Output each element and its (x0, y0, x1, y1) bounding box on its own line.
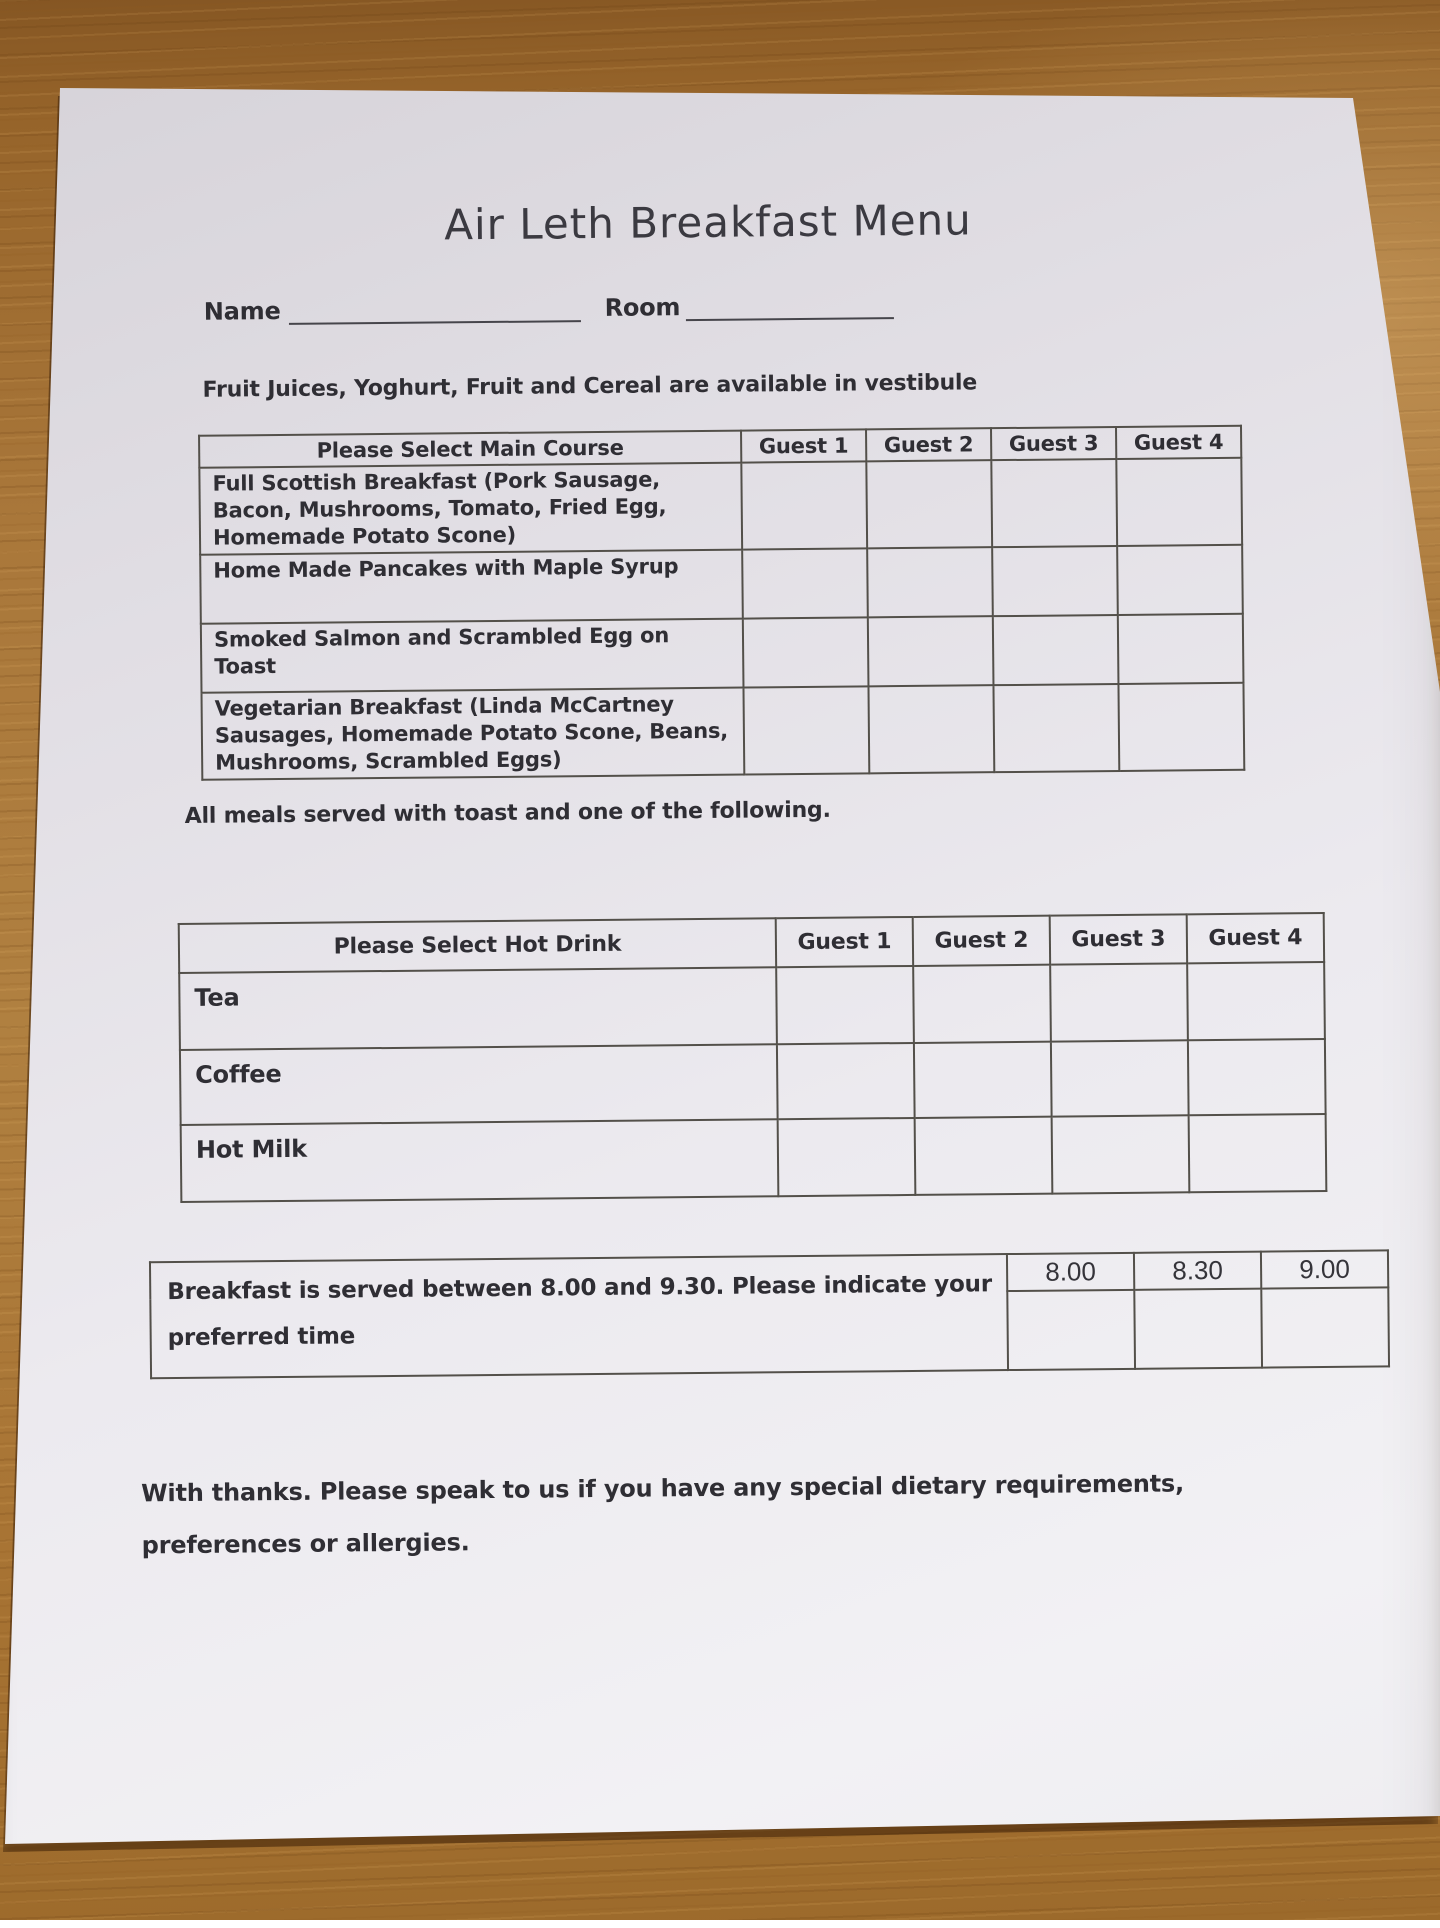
selection-cell[interactable] (867, 547, 993, 617)
vestibule-note: Fruit Juices, Yoghurt, Fruit and Cereal are available in vestibule (202, 370, 978, 403)
table-row (180, 1039, 1326, 1125)
selection-cell[interactable] (1051, 1040, 1189, 1116)
all-meals-note: All meals served with toast and one of the following. (184, 797, 831, 829)
guest-4-header: Guest 4 (1187, 913, 1324, 963)
table-row (201, 614, 1244, 693)
room-label: Room (604, 293, 681, 322)
main-course-option: Full Scottish Breakfast (Pork Sausage, Bacon, Mushrooms, Tomato, Fried Egg, Homemade Potato Scone) (199, 463, 742, 555)
main-course-option: Home Made Pancakes with Maple Syrup (200, 550, 743, 624)
selection-cell[interactable] (1007, 1290, 1135, 1370)
room-input-line[interactable] (686, 289, 894, 321)
time-prompt: Breakfast is served between 8.00 and 9.30. Please indicate your preferred time (150, 1254, 1008, 1378)
selection-cell[interactable] (993, 684, 1119, 772)
selection-cell[interactable] (1261, 1287, 1389, 1367)
selection-cell[interactable] (866, 460, 992, 548)
selection-cell[interactable] (778, 1118, 916, 1196)
guest-1-header: Guest 1 (741, 429, 866, 462)
breakfast-time-table (149, 1249, 1390, 1379)
hot-drink-table (178, 912, 1328, 1203)
time-option-830: 8.30 (1134, 1252, 1261, 1290)
selection-cell[interactable] (743, 686, 869, 774)
selection-cell[interactable] (913, 965, 1051, 1043)
guest-4-header: Guest 4 (1116, 426, 1241, 459)
main-course-table (198, 425, 1245, 781)
hot-drink-option: Coffee (180, 1044, 778, 1125)
time-option-900: 9.00 (1261, 1250, 1388, 1288)
selection-cell[interactable] (915, 1117, 1053, 1195)
hot-drink-header: Please Select Hot Drink (179, 918, 776, 973)
table-row (179, 962, 1325, 1050)
selection-cell[interactable] (776, 966, 914, 1044)
selection-cell[interactable] (1189, 1114, 1327, 1192)
selection-cell[interactable] (741, 461, 867, 549)
name-input-line[interactable] (288, 292, 580, 325)
thanks-line-1: With thanks. Please speak to us if you have any special dietary requirements, (141, 1469, 1185, 1508)
selection-cell[interactable] (1052, 1115, 1190, 1193)
selection-cell[interactable] (1187, 962, 1325, 1040)
name-room-row (204, 289, 895, 326)
selection-cell[interactable] (777, 1043, 915, 1119)
selection-cell[interactable] (1188, 1039, 1326, 1115)
time-option-800: 8.00 (1007, 1253, 1134, 1291)
guest-3-header: Guest 3 (1050, 914, 1187, 964)
selection-cell[interactable] (1118, 683, 1244, 771)
main-course-option: Smoked Salmon and Scrambled Egg on Toast (201, 619, 744, 693)
selection-cell[interactable] (742, 548, 868, 618)
table-row (199, 458, 1242, 555)
hot-drink-option: Tea (179, 967, 777, 1050)
page-title: Air Leth Breakfast Menu (444, 195, 973, 250)
table-row (202, 683, 1245, 780)
selection-cell[interactable] (991, 459, 1117, 547)
selection-cell[interactable] (868, 685, 994, 773)
selection-cell[interactable] (1117, 545, 1243, 615)
main-course-header: Please Select Main Course (199, 431, 741, 468)
name-label: Name (203, 296, 281, 326)
thanks-note (141, 1457, 1185, 1571)
table-row (181, 1114, 1327, 1202)
guest-1-header: Guest 1 (776, 917, 913, 967)
guest-2-header: Guest 2 (913, 916, 1050, 966)
selection-cell[interactable] (993, 615, 1119, 685)
selection-cell[interactable] (1134, 1289, 1262, 1369)
selection-cell[interactable] (992, 546, 1118, 616)
selection-cell[interactable] (1116, 458, 1242, 546)
selection-cell[interactable] (1118, 614, 1244, 684)
hot-drink-option: Hot Milk (181, 1119, 779, 1202)
main-course-option: Vegetarian Breakfast (Linda McCartney Sausages, Homemade Potato Scone, Beans, Mushrooms, Scrambled Eggs) (202, 688, 745, 780)
guest-3-header: Guest 3 (991, 427, 1116, 460)
selection-cell[interactable] (914, 1042, 1052, 1118)
thanks-line-2: preferences or allergies. (141, 1528, 470, 1560)
guest-2-header: Guest 2 (866, 428, 991, 461)
selection-cell[interactable] (1050, 963, 1188, 1041)
table-row (200, 545, 1243, 624)
selection-cell[interactable] (868, 616, 994, 686)
selection-cell[interactable] (743, 617, 869, 687)
